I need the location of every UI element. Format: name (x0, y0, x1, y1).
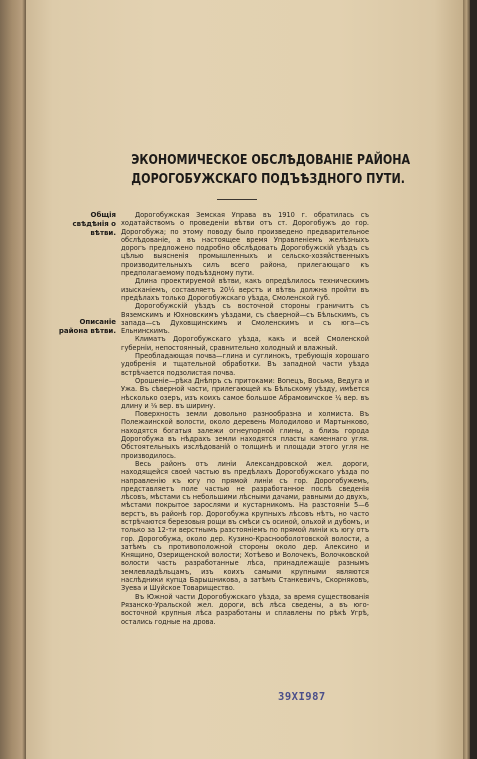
left-page-edge (0, 0, 26, 759)
title-line-2: ДОРОГОБУЖСКАГО ПОДЪѢЗДНОГО ПУТИ. (131, 171, 405, 187)
inventory-stamp: 39ХI987 (278, 691, 326, 703)
paragraph: Въ Южной части Дорогобужскаго уѣзда, за время существованія Рязанско-Уральской жел. дороги, всѣ лѣса сведены, а въ юго-восточной крупныя лѣса разработаны и сплавлены по рѣкѣ Угрѣ, остались годные на дрова. (121, 592, 369, 626)
paragraph: Орошеніе—рѣка Днѣпръ съ притоками: Вопецъ, Восьма, Ведуга и Ужа. Въ сѣверной части, прилегающей къ Бѣльскому уѣзду, имѣется нѣсколько озеръ, изъ коихъ самое большое Абрамовичское ¼ вер. въ длину и ⅛ вер. въ ширину. (121, 376, 369, 410)
document-body (121, 211, 369, 626)
margin-note-general: Общія свѣдѣнія о вѣтви. (72, 211, 116, 237)
page-edge (463, 0, 470, 759)
paragraph: Климатъ Дорогобужскаго уѣзда, какъ и всей Смоленской губерніи, непостоянный, сравнительно холодный и влажный. (121, 335, 369, 352)
paragraph: Дорогобужская Земская Управа въ 1910 г. обратилась съ ходатайствомъ о проведеніи вѣтви отъ ст. Дорогобужъ до гор. Дорогобужа; по этому поводу было произведено предварительное обслѣдованіе, а въ настоящее время Управленіемъ желѣзныхъ дорогъ предложено подробно обслѣдовать Дорогобужскій уѣздъ съ цѣлью выясненія промышленныхъ и сельско-хозяйственныхъ производительныхъ силъ всего района, прилегающаго къ предполагаемому подъѣздному пути. (121, 211, 369, 278)
page-title (131, 151, 411, 189)
title-line-1: ЭКОНОМИЧЕСКОЕ ОБСЛѢДОВАНІЕ РАЙОНА (131, 152, 411, 168)
title-divider (217, 199, 257, 200)
paragraph: Поверхность земли довольно разнообразна и холмиста. Въ Полежаинской волости, около деревень Молодилово и Мартынково, находятся богатыя залежи огнеупорной глины, а близь города Дорогобужа въ нѣдрахъ земли находятся пласты каменнаго угля. Обстоятельныхъ изслѣдованій о толщинѣ и площади этого угля не производилось. (121, 410, 369, 460)
paragraph: Длина проектируемой вѣтви, какъ опредѣлилось техническимъ изысканіемъ, составляетъ 20½ верстъ и вѣтвь должна пройти въ предѣлахъ только Дорогобужскаго уѣзда, Смоленской губ. (121, 277, 369, 302)
paragraph: Весь районъ отъ линіи Александровской жел. дороги, находящейся своей частью въ предѣлахъ Дорогобужскаго уѣзда по направленію къ югу по прямой линіи съ гор. Дорогобужемъ, представляетъ поле частью не разработанное послѣ сведенія лѣсовъ, мѣстами съ небольшими лѣсными дачами, равными до двухъ, мѣстами покрытое зарослями и кустарникомъ. На разстояніи 5—6 верстъ, въ районѣ гор. Дорогобужа крупныхъ лѣсовъ нѣтъ, но часто встрѣчаются березовыя рощи въ смѣси съ осиной, ольхой и дубомъ, и только за 12-ти верстнымъ разстояніемъ по прямой линіи къ югу отъ гор. Дорогобужа, около дер. Кузино-Краснооболотовской волости, а затѣмъ съ противоположной стороны около дер. Алексино и Княщино, Озерищенской волости; Хотѣево и Волочекъ, Волочковской волости часть разработанные лѣса, принадлежащіе разнымъ землевладѣльцамъ, изъ коихъ самыми крупными являются наслѣдники купца Барышникова, а затѣмъ Станкевичъ, Скорняковъ, Зуева и Шуйское Товарищество. (121, 459, 369, 593)
margin-note-region: Описаніе района вѣтви. (58, 318, 116, 335)
paragraph: Дорогобужскій уѣздъ съ восточной стороны граничитъ съ Вяземскимъ и Юхновскимъ уѣздами, съ сѣверной—съ Бѣльскимъ, съ запада—съ Духовщинскимъ и Смоленскимъ и съ юга—съ Ельнинскимъ. (121, 302, 369, 336)
paragraph: Преобладающая почва—глина и суглинокъ, требующія хорошаго удобренія и тщательной обработки. Въ западной части уѣзда встрѣчается подзолистая почва. (121, 352, 369, 377)
